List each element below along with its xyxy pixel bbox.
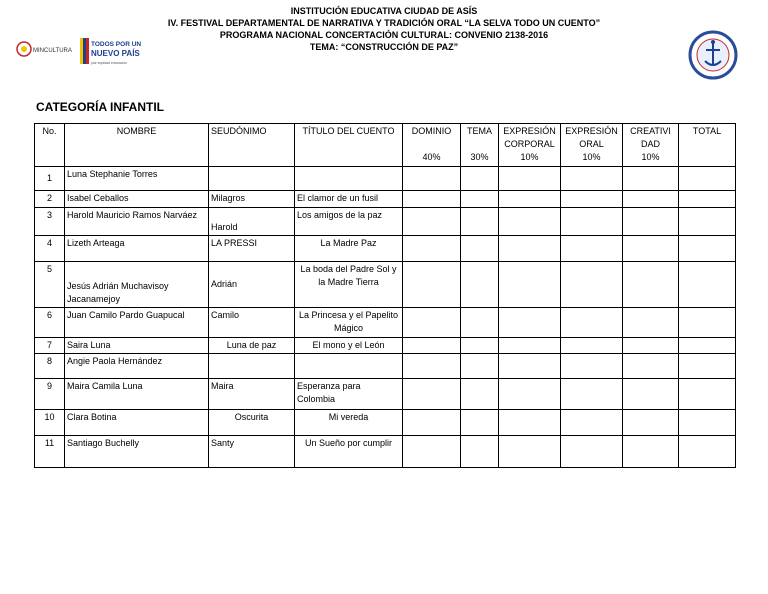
dominio-label: DOMINIO <box>411 126 452 136</box>
row-no: 5 <box>35 262 65 308</box>
table-row <box>35 338 736 354</box>
row-titulo: La boda del Padre Sol y la Madre Tierra <box>295 262 403 308</box>
row-nombre: Santiago Buchelly <box>65 436 209 468</box>
row-nombre: Angie Paola Hernández <box>65 354 209 379</box>
row-seudonimo: Harold <box>209 208 295 236</box>
tema-weight: 30% <box>470 152 489 162</box>
expresion-oral-label-1: EXPRESIÓN <box>565 126 618 136</box>
table-row <box>35 379 736 410</box>
row-seudonimo <box>209 354 295 379</box>
col-header-nombre: NOMBRE <box>65 124 209 167</box>
row-titulo: Un Sueño por cumplir <box>295 436 403 468</box>
svg-text:NUEVO PAÍS: NUEVO PAÍS <box>91 49 140 58</box>
row-seudonimo: Adrián <box>209 262 295 308</box>
row-titulo: Esperanza para Colombia <box>295 379 403 410</box>
row-seudonimo: Camilo <box>209 308 295 338</box>
row-no: 11 <box>35 436 65 468</box>
header-program: PROGRAMA NACIONAL CONCERTACIÓN CULTURAL: CONVENIO 2138-2016 <box>219 30 549 40</box>
row-nombre: Saira Luna <box>65 338 209 354</box>
creatividad-label-1: CREATIVI <box>630 126 671 136</box>
row-no: 3 <box>35 208 65 236</box>
row-no: 9 <box>35 379 65 410</box>
row-seudonimo: Milagros <box>209 191 295 208</box>
row-seudonimo: Maira <box>209 379 295 410</box>
col-header-tema <box>461 124 499 167</box>
header-theme: TEMA: “CONSTRUCCIÓN DE PAZ” <box>309 42 459 52</box>
table-row <box>35 236 736 262</box>
row-titulo <box>295 167 403 191</box>
table-row <box>35 208 736 236</box>
creatividad-weight: 10% <box>641 152 660 162</box>
category-title: CATEGORÍA INFANTIL <box>36 100 164 114</box>
col-header-expresion-corporal <box>499 124 561 167</box>
row-no: 7 <box>35 338 65 354</box>
row-nombre: Jesús Adrián Muchavisoy Jacanamejoy <box>65 262 209 308</box>
scores-table <box>34 123 736 468</box>
row-nombre: Lizeth Arteaga <box>65 236 209 262</box>
svg-text:paz equidad educación: paz equidad educación <box>91 61 128 65</box>
row-seudonimo: Oscurita <box>209 410 295 436</box>
row-nombre: Harold Mauricio Ramos Narváez <box>65 208 209 236</box>
creatividad-label-2: DAD <box>640 139 660 149</box>
table-row <box>35 436 736 468</box>
row-no: 1 <box>35 167 65 191</box>
row-titulo <box>295 354 403 379</box>
table-row <box>35 308 736 338</box>
header-institution: INSTITUCIÓN EDUCATIVA CIUDAD DE ASÍS <box>290 6 478 16</box>
col-header-seudonimo: SEUDÓNIMO <box>209 124 295 167</box>
row-titulo: Los amigos de la paz <box>295 208 403 236</box>
row-titulo: La Princesa y el Papelito Mágico <box>295 308 403 338</box>
row-seudonimo: LA PRESSI <box>209 236 295 262</box>
row-titulo: La Madre Paz <box>295 236 403 262</box>
row-no: 8 <box>35 354 65 379</box>
table-row <box>35 354 736 379</box>
row-no: 10 <box>35 410 65 436</box>
row-no: 6 <box>35 308 65 338</box>
expresion-corporal-label-1: EXPRESIÓN <box>503 126 556 136</box>
table-row <box>35 262 736 308</box>
header-festival: IV. FESTIVAL DEPARTAMENTAL DE NARRATIVA Y TRADICIÓN ORAL “LA SELVA TODO UN CUENTO” <box>167 18 601 28</box>
row-nombre: Juan Camilo Pardo Guapucal <box>65 308 209 338</box>
col-header-titulo: TÍTULO DEL CUENTO <box>295 124 403 167</box>
row-nombre: Clara Botina <box>65 410 209 436</box>
dominio-weight: 40% <box>422 152 441 162</box>
row-nombre: Maira Camila Luna <box>65 379 209 410</box>
expresion-corporal-label-2: CORPORAL <box>504 139 555 149</box>
col-header-total: TOTAL <box>679 124 736 167</box>
table-row <box>35 167 736 191</box>
row-no: 4 <box>35 236 65 262</box>
row-nombre: Isabel Ceballos <box>65 191 209 208</box>
table-row <box>35 410 736 436</box>
row-no: 2 <box>35 191 65 208</box>
col-header-dominio <box>403 124 461 167</box>
row-titulo: Mi vereda <box>295 410 403 436</box>
col-header-creatividad <box>623 124 679 167</box>
row-seudonimo: Santy <box>209 436 295 468</box>
expresion-oral-label-2: ORAL <box>579 139 604 149</box>
table-row <box>35 191 736 208</box>
row-nombre: Luna Stephanie Torres <box>65 167 209 191</box>
tema-label: TEMA <box>466 126 492 136</box>
expresion-corporal-weight: 10% <box>520 152 539 162</box>
col-header-expresion-oral <box>561 124 623 167</box>
expresion-oral-weight: 10% <box>582 152 601 162</box>
svg-text:MINCULTURA: MINCULTURA <box>33 48 72 54</box>
row-seudonimo <box>209 167 295 191</box>
col-header-no: No. <box>35 124 65 167</box>
row-titulo: El clamor de un fusil <box>295 191 403 208</box>
row-titulo: El mono y el León <box>295 338 403 354</box>
row-seudonimo: Luna de paz <box>209 338 295 354</box>
svg-text:TODOS POR UN: TODOS POR UN <box>91 41 142 48</box>
